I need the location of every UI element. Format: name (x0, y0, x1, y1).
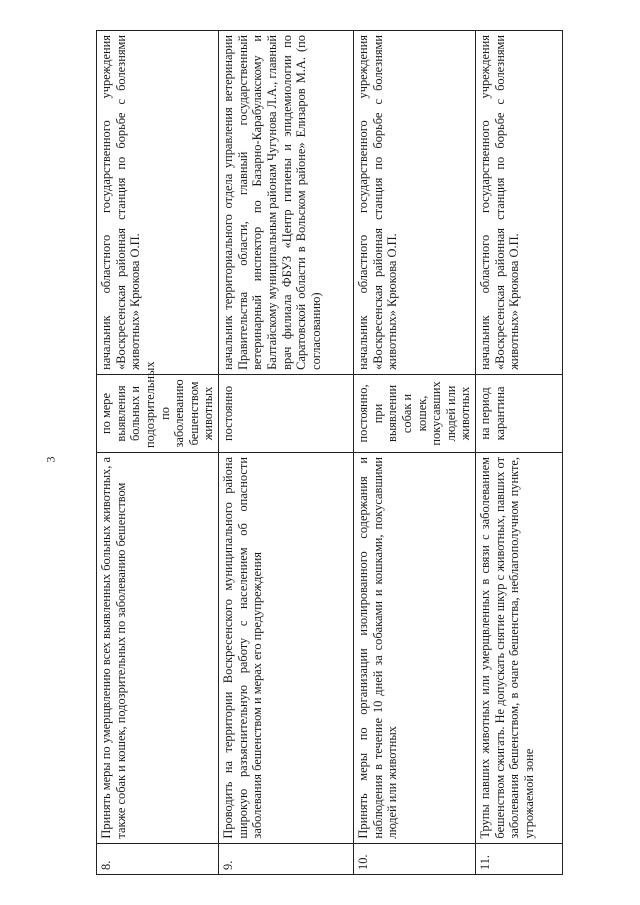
row-number: 9. (219, 843, 354, 874)
responsible-cell: начальник областного государственного учреждения «Воскресенская районная станция по борьбе с болезнями животных» Крюкова О.П. (97, 31, 219, 375)
document-area (96, 30, 640, 870)
measures-table-rotated (96, 30, 536, 875)
measures-table (96, 30, 563, 875)
page-number: 3 (43, 456, 58, 463)
term-cell: постоянно (219, 374, 354, 452)
measure-cell: Трупы павших животных или умерщвленных в связи с заболеванием бешенством сжигать. Не допускать снятие шкур с животных, павших от заболевания бешенством, в очаге бешенства, неблагополучном пункте, угрожаемой зоне (476, 453, 563, 844)
responsible-cell: начальник территориального отдела управления ветеринарии Правительства области, главный государственный ветеринарный инспектор по Базарно-Карабулакскому и Балтайскому муниципальным районам Чугунова Л.А., главный врач филиала ФБУЗ «Центр гигиены и эпидемиологии по Саратовской области в Вольском районе» Елизаров М.А. (по согласованию) (219, 31, 354, 375)
row-number: 10. (354, 843, 476, 874)
row-number: 8. (97, 843, 219, 874)
table-row (476, 31, 563, 875)
table-row (354, 31, 476, 875)
term-cell: по мере выявления больных и подозрительных по заболеванию бешенством животных (97, 374, 219, 452)
measure-cell: Принять меры по умерщвлению всех выявленных больных животных, а также собак и кошек, подозрительных по заболеванию бешенством (97, 453, 219, 844)
responsible-cell: начальник областного государственного учреждения «Воскресенская районная станция по борьбе с болезнями животных» Крюкова О.П. (354, 31, 476, 375)
table-row (219, 31, 354, 875)
row-number: 11. (476, 843, 563, 874)
term-cell: на период карантина (476, 374, 563, 452)
term-cell: постоянно, при выявлении собак и кошек, покусавших людей или животных (354, 374, 476, 452)
table-row (97, 31, 219, 875)
measure-cell: Принять меры по организации изолированного содержания и наблюдения в течение 10 дней за собаками и кошками, покусавшими людей или животных (354, 453, 476, 844)
measure-cell: Проводить на территории Воскресенского муниципального района широкую разъяснительную работу с населением об опасности заболевания бешенством и мерах его предупреждения (219, 453, 354, 844)
responsible-cell: начальник областного государственного учреждения «Воскресенская районная станция по борьбе с болезнями животных» Крюкова О.П. (476, 31, 563, 375)
